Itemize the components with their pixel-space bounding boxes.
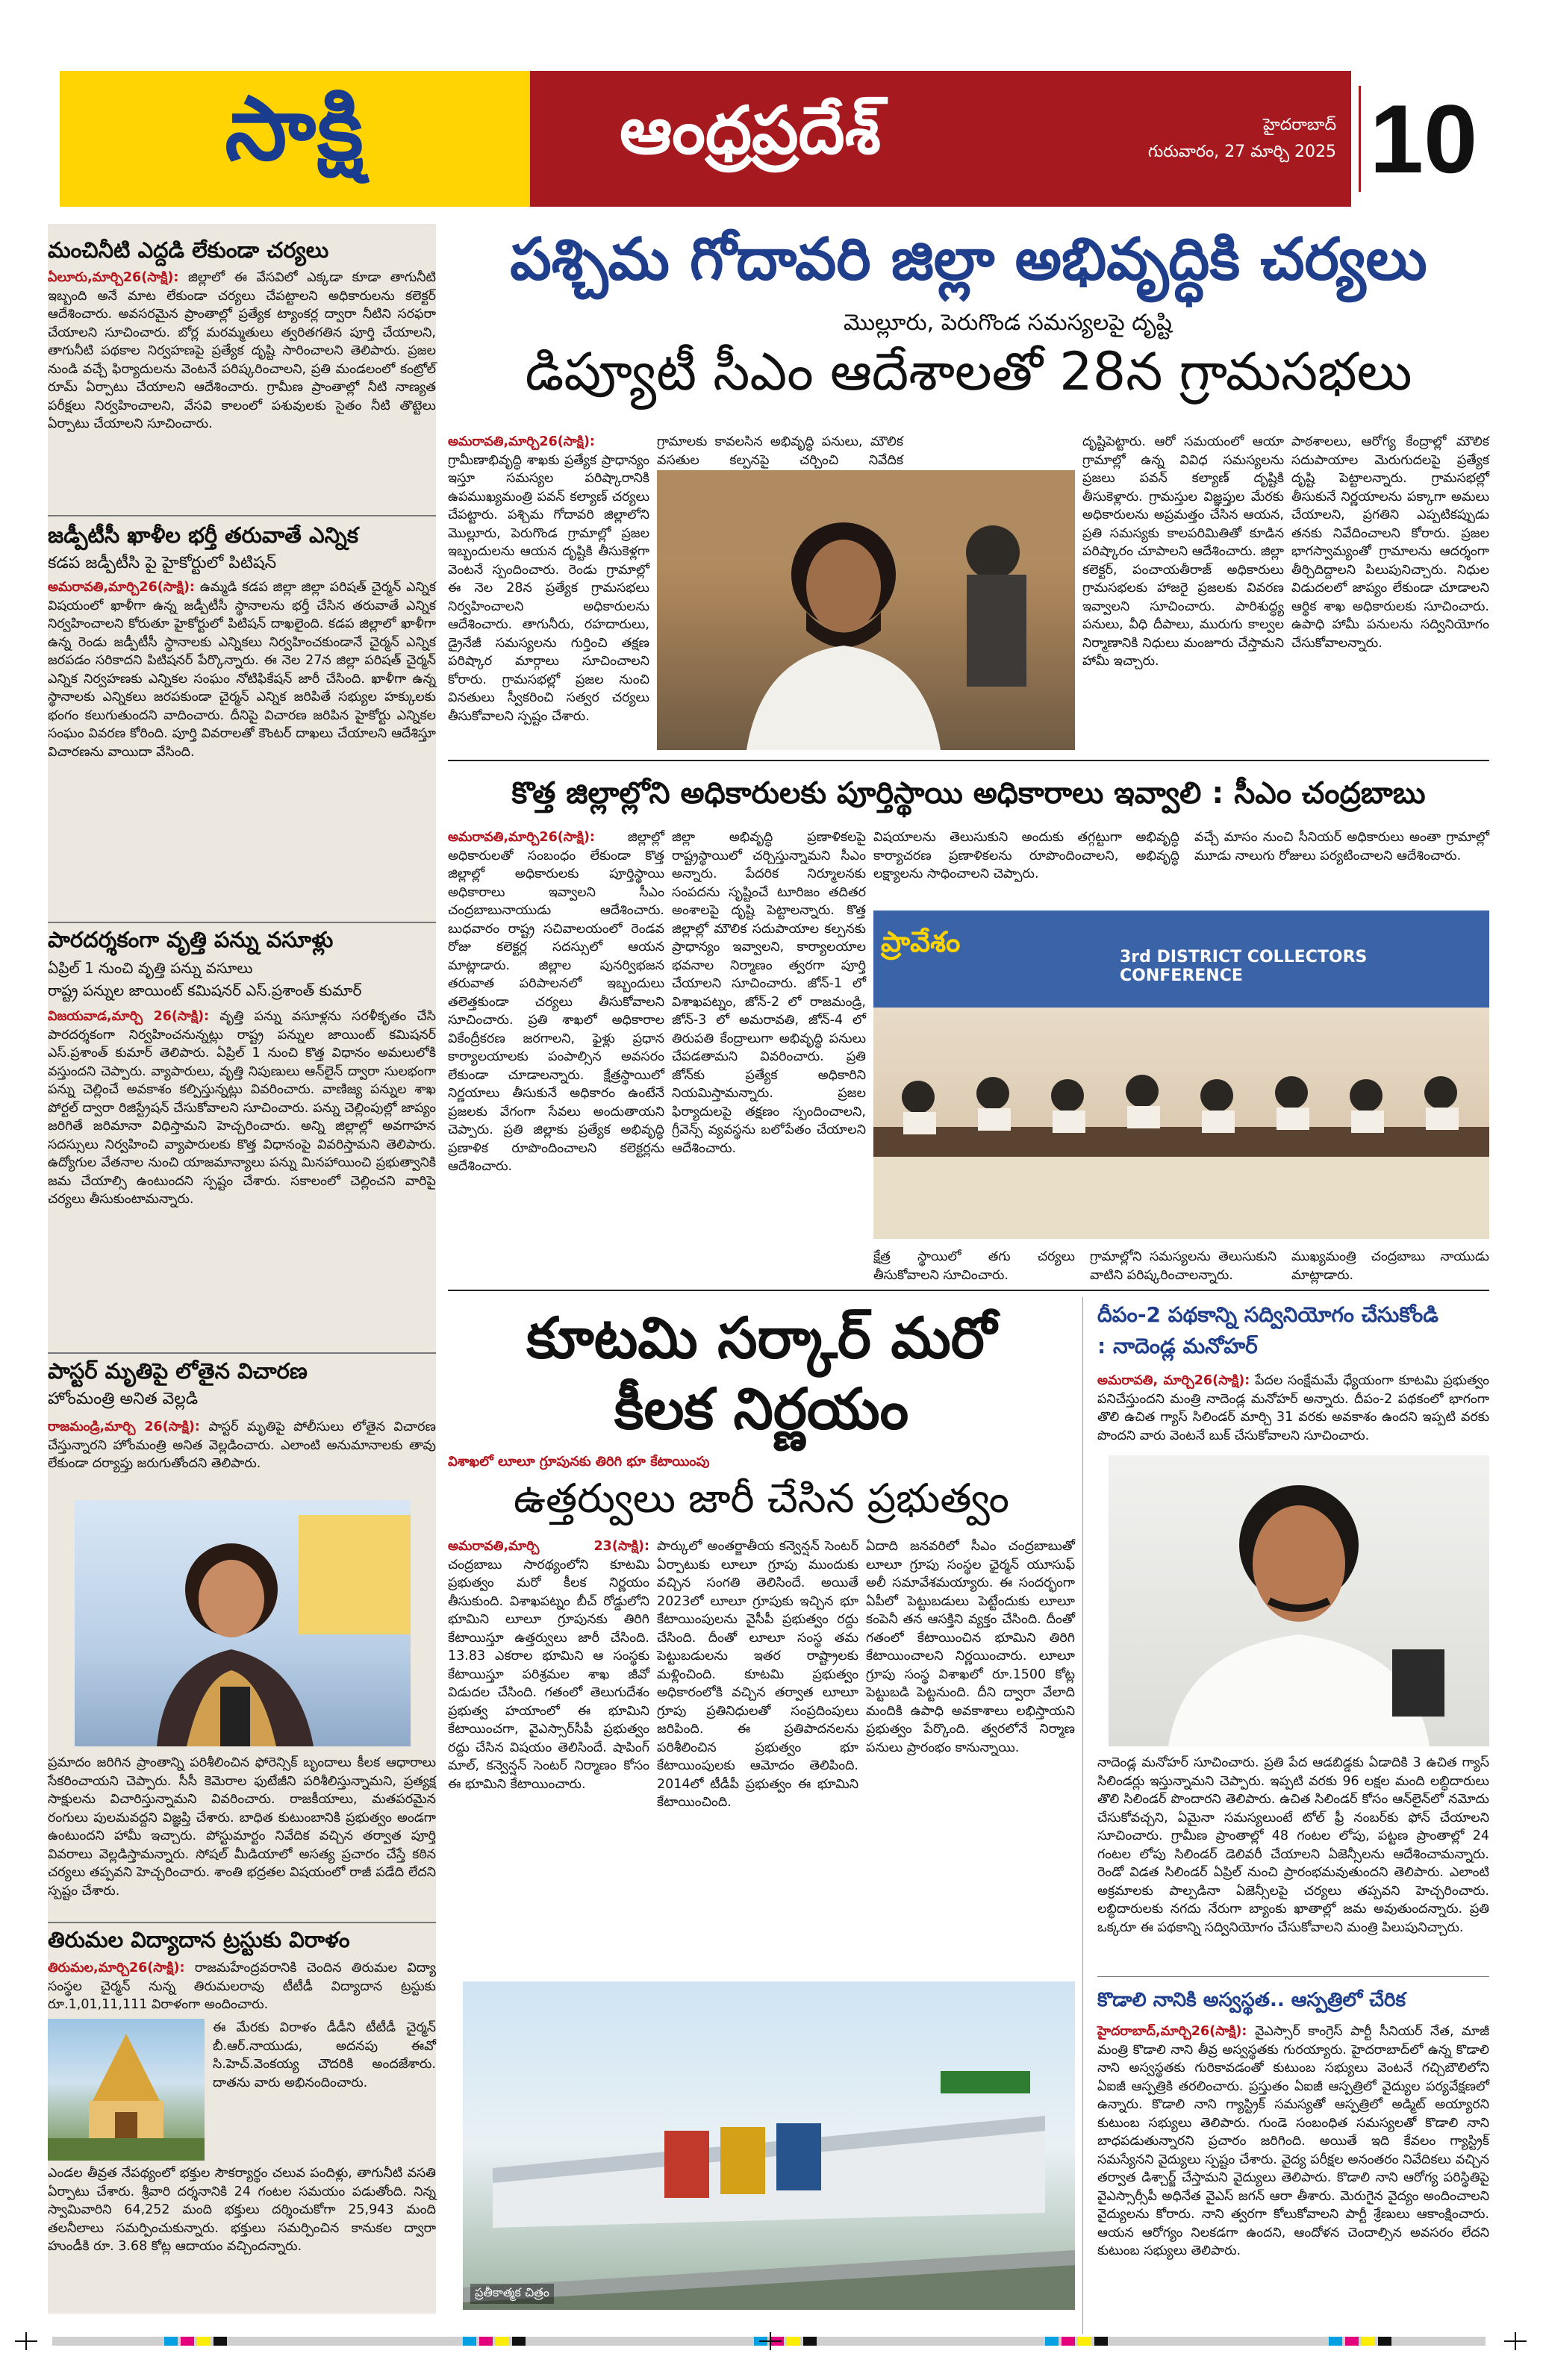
masthead-date: గురువారం, 27 మార్చి 2025 [1147,143,1336,161]
tirumala-temple-photo [48,2019,205,2161]
main3-kicker: విశాఖలో లూలూ గ్రూపునకు తిరిగి భూ కేటాయింపు [448,1454,710,1469]
main2-caption3-text: ముఖ్యమంత్రి చంద్రబాబు నాయుడు మాట్లాడారు. [1291,1249,1489,1283]
sidebar-story4-subhead: హోంమంత్రి అనిత వెల్లడి [48,1390,199,1408]
sidebar-story5-body-top [48,1959,436,2015]
sidebar-story4-text-top: పాస్టర్ మృతిపై పోలీసులు లోతైన విచారణ చేస్తున్నారని హోంమంత్రి అనిత వెల్లడించారు. ఎలాంటి అనుమానాలకు తావు లేకుండా దర్యాప్తు జరుగుతోందని తెలిపారు. [48,1419,436,1471]
main3-col3-text: ఏదాది జనవరిలో సీఎం చంద్రబాబుతో లూలూ గ్రూపు సంస్థల ఛైర్మన్ యూసుఫ్ అలీ సమావేశమయ్యారు. ఈ సందర్భంగా ఏపీలో పెట్టుబడులు పెట్టేందుకు లూలూ కంపెనీ తన ఆసక్తిని వ్యక్తం చేసింది. దీంతో గతంలో కేటాయించిన భూమిని తిరిగి కేటాయించాలని నిర్ణయించారు. లూలూ గ్రూపు సంస్థ విశాఖలో రూ.1500 కోట్ల పెట్టుబడి పెట్టనుంది. దీని ద్వారా వేలాది మందికి ఉపాధి అవకాశాలు లభిస్తాయని ప్రభుత్వం పేర్కొంది. త్వరలోనే నిర్మాణ పనులు ప్రారంభం కానున్నాయి. [866,1539,1075,1755]
sidebar-story3-headline: పారదర్శకంగా వృత్తి పన్ను వసూళ్లు [48,927,334,952]
main2-col2 [672,828,866,1276]
main2-caption2 [1090,1248,1277,1285]
sidebar-story2-text: ఉమ్మడి కడప జిల్లా జిల్లా పరిషత్ చైర్మన్ ఎన్నిక విషయంలో ఖాళీగా ఉన్న జడ్పీటీసీ స్థానాలను భర్తీ చేసిన తరువాతే ఎన్నిక నిర్వహించాలని కోరుతూ హైకోర్టులో పిటిషన్ దాఖలైంది. కడప జిల్లాలో ఖాళీగా ఉన్న రెండు జడ్పీటీసీ స్థానాలకు ఎన్నికలు నిర్వహించకుండానే చైర్మన్ ఎన్నిక జరపడం సరికాదని పిటిషనర్ పేర్కొన్నారు. ఈ నెల 27న జిల్లా పరిషత్ చైర్మన్ ఎన్నిక నిర్వహణకు ఎన్నికల సంఘం నోటిఫికేషన్ జారీ చేసింది. ఖాళీగా ఉన్న స్థానాలకు ఎన్నికలు జరపకుండా చైర్మన్ ఎన్నిక జరిపితే సభ్యుల హక్కులకు భంగం కలుగుతుందని వాదించారు. దీనిపై విచారణ జరిపిన హైకోర్టు ఎన్నికల సంఘం వివరణ కోరింది. పూర్తి వివరాలతో కౌంటర్ దాఖలు చేయాలని ఆదేశిస్తూ విచారణను వాయిదా వేసింది. [48,580,436,760]
right1-headline-line2: : నాదెండ్ల మనోహర్ [1097,1334,1258,1358]
main2-col2-text: జిల్లా అభివృద్ధి ప్రణాళికలపై రాష్ట్రస్థాయిలో చర్చిస్తున్నామని సీఎం అన్నారు. పేదరిక నిర్మూలనకు సంపదను సృష్టించే టూరిజం తదితర అంశాలపై దృష్టి పెట్టాలన్నారు. కొత్త జిల్లాల్లో మౌలిక సదుపాయాల కల్పనకు ప్రాధాన్యం ఇవ్వాలని, కార్యాలయాల భవనాల నిర్మాణం త్వరగా పూర్తి చేయాలని సూచించారు. జోన్-1 లో విశాఖపట్నం, జోన్-2 లో రాజమండ్రి, జోన్-3 లో అమరావతి, జోన్-4 లో తిరుపతి కేంద్రాలుగా అభివృద్ధి పనులు చేపడతామని వివరించారు. ప్రతి జోన్‌కు ప్రత్యేక అధికారిని నియమిస్తామన్నారు. ప్రజల ఫిర్యాదులపై తక్షణం స్పందించాలని, గ్రీవెన్స్ వ్యవస్థను బలోపేతం చేయాలని ఆదేశించారు. [672,830,866,1156]
main3-col2 [657,1537,858,1963]
sidebar-story1-dateline: ఏలూరు,మార్చి26(సాక్షి): [48,270,179,285]
masthead-city: హైదరాబాద్ [1263,116,1336,134]
sidebar-story3-body [48,1008,436,1347]
right2-text: వైఎస్సార్ కాంగ్రెస్ పార్టీ సీనియర్ నేత, మాజీ మంత్రి కొడాలి నాని తీవ్ర అస్వస్థతకు గురయ్యారు. హైదరాబాద్‌లో ఉన్న కొడాలి నాని అస్వస్థతకు గురికావడంతో కుటుంబ సభ్యులు వెంటనే గచ్చిబౌలిలోని ఏఐజీ ఆస్పత్రికి తరలించారు. ప్రస్తుతం ఏఐజీ ఆస్పత్రిలో వైద్యుల పర్యవేక్షణలో ఉన్నారు. కొడాలి నాని గ్యాస్ట్రిక్ సమస్యతో ఆస్పత్రిలో అడ్మిట్ అయ్యారని కుటుంబ సభ్యులు తెలిపారు. గుండె సంబంధిత సమస్యలతో కొడాలి నాని బాధపడుతున్నారని ప్రచారం జరిగింది. అయితే ఇది కేవలం గ్యాస్ట్రిక్ సమస్యేనని వైద్యులు స్పష్టం చేశారు. వైద్య పరీక్షల అనంతరం నివేదికలు వచ్చిన తర్వాత డిశ్చార్జ్ చేస్తామని వైద్యులు తెలిపారు. కొడాలి నాని ఆరోగ్య పరిస్థితిపై వైఎస్సార్సీపీ అధినేత వైఎస్ జగన్ ఆరా తీశారు. మెరుగైన వైద్యం అందించాలని వైద్యులను కోరారు. నాని త్వరగా కోలుకోవాలని పార్టీ శ్రేణులు ఆకాంక్షించారు. ఆయన ఆరోగ్యం నిలకడగా ఉందని, ఆందోళన చెందాల్సిన అవసరం లేదని కుటుంబ సభ్యులు తెలిపారు. [1097,2024,1489,2258]
sidebar-story4-headline: పాస్టర్ మృతిపై లోతైన విచారణ [48,1358,308,1384]
sidebar-story4-text-bottom: ప్రమాదం జరిగిన ప్రాంతాన్ని పరిశీలించిన ఫోరెన్సిక్ బృందాలు కీలక ఆధారాలు సేకరించాయని చెప్పారు. సీసీ కెమెరాల ఫుటేజీని పరిశీలిస్తున్నామని, ప్రత్యక్ష సాక్షులను విచారిస్తున్నామని వివరించారు. రాజకీయాలు, మతపరమైన రంగులు పులమవద్దని విజ్ఞప్తి చేశారు. బాధిత కుటుంబానికి ప్రభుత్వం అండగా ఉంటుందని హామీ ఇచ్చారు. పోస్టుమార్టం నివేదిక వచ్చిన తర్వాత పూర్తి వివరాలు వెల్లడిస్తామన్నారు. సోషల్ మీడియాలో అసత్య ప్రచారం చేస్తే కఠిన చర్యలు తప్పవని హెచ్చరించారు. శాంతి భద్రతల విషయంలో రాజీ పడేది లేదని స్పష్టం చేశారు. [48,1755,436,1899]
main1-subheadline: డిప్యూటీ సీఎం ఆదేశాలతో 28న గ్రామసభలు [525,341,1412,402]
right2-body [1097,2023,1489,2317]
right1-text-bottom: నాదెండ్ల మనోహర్ సూచించారు. ప్రతి పేద ఆడబిడ్డకు ఏడాదికి 3 ఉచిత గ్యాస్ సిలిండర్లు ఇస్తున్నామని చెప్పారు. ఇప్పటి వరకు 96 లక్షల మంది లబ్ధిదారులు తొలి సిలిండర్ పొందారని తెలిపారు. ఉచిత సిలిండర్ కోసం ఆన్‌లైన్‌లో నమోదు చేసుకోవచ్చని, ఏమైనా సమస్యలుంటే టోల్ ఫ్రీ నంబర్‌కు ఫోన్ చేయాలని సూచించారు. గ్రామీణ ప్రాంతాల్లో 48 గంటల లోపు, పట్టణ ప్రాంతాల్లో 24 గంటల లోపు సిలిండర్ డెలివరీ చేయాలని ఏజెన్సీలను ఆదేశించామన్నారు. రెండో విడత సిలిండర్ ఏప్రిల్ నుంచి ప్రారంభమవుతుందని తెలిపారు. ఎలాంటి అక్రమాలకు పాల్పడినా ఏజెన్సీలపై చర్యలు తప్పవని హెచ్చరించారు. లబ్ధిదారులకు నగదు నేరుగా బ్యాంకు ఖాతాల్లో జమ అవుతుందన్నారు. ప్రతి ఒక్కరూ ఈ పథకాన్ని సద్వినియోగం చేసుకోవాలని మంత్రి పిలుపునిచ్చారు. [1097,1755,1489,1935]
print-register-bar [0,2332,1543,2350]
main1-headline: పశ్చిమ గోదావరి జిల్లా అభివృద్ధికి చర్యలు [510,226,1427,293]
sidebar-divider [48,515,436,516]
main3-col2-text: పార్కులో అంతర్జాతీయ కన్వెన్షన్ సెంటర్ ఏర్పాటుకు లూలూ గ్రూపు ముందుకు వచ్చిన సంగతి తెలిసిందే. అయితే 2023లో లూలూ గ్రూపుకు ఇచ్చిన భూ కేటాయింపులను వైసీపీ ప్రభుత్వం రద్దు చేసింది. దీంతో లూలూ సంస్థ తమ పెట్టుబడులను ఇతర రాష్ట్రాలకు మళ్లించింది. కూటమి ప్రభుత్వం అధికారంలోకి వచ్చిన తర్వాత లూలూ గ్రూపు ప్రతినిధులతో సంప్రదింపులు జరిపింది. ఈ ప్రతిపాదనలను పరిశీలించిన ప్రభుత్వం భూ కేటాయింపులకు ఆమోదం తెలిపింది. 2014లో టీడీపీ ప్రభుత్వం ఈ భూమిని కేటాయించింది. [657,1539,858,1810]
main3-col1 [448,1537,649,1963]
collectors-conference-photo [873,911,1489,1239]
main2-col4-top [1194,828,1489,903]
main2-col1 [448,828,664,1276]
person-illustration-icon [75,1500,411,1746]
page-number: 10 [1369,84,1478,193]
sidebar-story1-body [48,269,436,511]
conference-banner-title: 3rd DISTRICT COLLECTORS CONFERENCE [1120,948,1368,985]
mall-building-icon [463,1981,1075,2310]
person-illustration-icon [1109,1455,1489,1746]
pawan-kalyan-photo [657,470,1075,750]
right1-body-bottom [1097,1754,1489,1970]
main3-col3 [866,1537,1075,1963]
right2-headline: కొడాలి నానికి అస్వస్థత.. ఆస్పత్రిలో చేరిక [1097,1989,1406,2011]
sidebar-story1-text: జిల్లాలో ఈ వేసవిలో ఎక్కడా కూడా తాగునీటి ఇబ్బంది అనే మాట లేకుండా చర్యలు చేపట్టాలని అధికారులను కలెక్టర్ ఆదేశించారు. అవసరమైన ప్రాంతాల్లో ప్రత్యేక ట్యాంకర్ల ద్వారా నీటిని సరఫరా చేయాలని సూచించారు. బోర్ల మరమ్మతులు త్వరితగతిన పూర్తి చేయాలని, తాగునీటి పథకాల నిర్వహణపై ప్రత్యేక దృష్టి సారించాలని తెలిపారు. ప్రజల నుండి వచ్చే ఫిర్యాదులను వెంటనే పరిష్కరించాలని, ప్రతి మండలంలో కంట్రోల్ రూమ్ ఏర్పాటు చేయాలని ఆదేశించారు. గ్రామీణ ప్రాంతాల్లో నీటి నాణ్యత పరీక్షలు నిర్వహించాలని, వేసవి కాలంలో పశువులకు సైతం నీటి తొట్టెలు ఏర్పాటు చేయాలని సూచించారు. [48,270,436,431]
main1-col4-text: పాఠశాలలు, ఆరోగ్య కేంద్రాల్లో మౌలిక సదుపాయాల మెరుగుదలపై ప్రత్యేక దృష్టి పెట్టాలన్నారు. గ్రామసభల్లో తీసుకునే నిర్ణయాలను పక్కాగా అమలు చేయాలని, ప్రగతిని ఎప్పటికప్పుడు తనకు నివేదించాలని కోరారు. ప్రజల భాగస్వామ్యంతో గ్రామాలను ఆదర్శంగా తీర్చిదిద్దాలని పిలుపునిచ్చారు. నిధుల విడుదలలో జాప్యం లేకుండా చూడాలని ఆర్థిక శాఖ అధికారులకు సూచించారు. ఉపాధి హామీ పనులను సద్వినియోగం చేసుకోవాలన్నారు. [1291,434,1489,651]
main3-headline-line1: కూటమి సర్కార్ మరో [526,1305,997,1371]
main2-caption3 [1291,1248,1489,1285]
sidebar-story2-dateline: అమరావతి,మార్చి26(సాక్షి): [48,580,195,595]
main1-col2-text: గ్రామాలకు కావలసిన అభివృద్ధి పనులు, మౌలిక వసతుల కల్పనపై చర్చించి నివేదిక [657,434,903,468]
main1-col1-text: గ్రామీణాభివృద్ధి శాఖకు ప్రత్యేక ప్రాధాన్యం ఇస్తూ సమస్యల పరిష్కారానికి ఉపముఖ్యమంత్రి పవన్ కల్యాణ్ చర్యలు చేపట్టారు. పశ్చిమ గోదావరి జిల్లాలోని మొల్లూరు, పెరుగొండ గ్రామాల్లో ప్రజల ఇబ్బందులను ఆయన దృష్టికి తీసుకెళ్లగా వెంటనే స్పందించారు. రెండు గ్రామాల్లో ఈ నెల 28న ప్రత్యేక గ్రామసభలు నిర్వహించాలని అధికారులను ఆదేశించారు. తాగునీరు, రహదారులు, డ్రైనేజీ సమస్యలను గుర్తించి తక్షణ పరిష్కార మార్గాలు సూచించాలని కోరారు. గ్రామసభల్లో ప్రజల నుంచి వినతులు స్వీకరించి సత్వర చర్యలు తీసుకోవాలని స్పష్టం చేశారు. [448,452,649,724]
lulu-photo-caption: ప్రతీకాత్మక చిత్రం [470,2284,554,2304]
masthead-section-panel [530,71,1351,207]
sidebar-story5-dateline: తిరుమల,మార్చి26(సాక్షి): [48,1961,185,1975]
sidebar-divider [48,1352,436,1354]
right1-body-top [1097,1372,1489,1446]
sidebar-story2-body [48,578,436,918]
main2-dateline: అమరావతి,మార్చి26(సాక్షి): [448,830,595,845]
main2-headline: కొత్త జిల్లాల్లోని అధికారులకు పూర్తిస్థాయి అధికారాలు ఇవ్వాలి : సీఎం చంద్రబాబు [511,776,1426,810]
masthead-logo-panel [60,71,530,207]
sidebar-story3-subhead1: ఏప్రిల్ 1 నుంచి వృత్తి పన్ను వసూలు [48,959,253,977]
sidebar-story4-body-top [48,1418,436,1493]
main1-col2 [657,433,903,470]
sidebar-story5-body-side [213,2019,436,2161]
page-number-divider [1359,86,1361,192]
main2-col4-text: వచ్చే మాసం నుంచి సీనియర్ అధికారులు అంతా గ్రామాల్లో మూడు నాలుగు రోజులు పర్యటించాలని ఆదేశించారు. [1194,830,1489,863]
sidebar-story3-subhead2: రాష్ట్ర పన్నుల జాయింట్ కమిషనర్ ఎస్.ప్రశాంత్ కుమార్ [48,981,362,999]
sidebar-story2-headline: జడ్పీటీసీ ఖాళీల భర్తీ తరువాతే ఎన్నిక [48,522,358,548]
main1-col1 [448,433,649,746]
right1-headline-line1: దీపం-2 పథకాన్ని సద్వినియోగం చేసుకోండి [1097,1302,1438,1327]
main2-caption2-text: గ్రామాల్లోని సమస్యలను తెలుసుకుని వాటిని పరిష్కరించాలన్నారు. [1090,1249,1277,1283]
paper-name-logo: సాక్షి [225,76,365,180]
sidebar-divider [48,1922,436,1923]
main2-caption1 [873,1248,1075,1285]
right2-dateline: హైదరాబాద్,మార్చి26(సాక్షి): [1097,2024,1247,2039]
main2-col3-text: విషయాలను తెలుసుకుని అందుకు తగ్గట్టుగా అభివృద్ధి కార్యాచరణ ప్రణాళికలను రూపొందించాలని, అభివృద్ధి లక్ష్యాలను సాధించాలని చెప్పారు. [873,830,1179,881]
main3-col1-text: చంద్రబాబు సారథ్యంలోని కూటమి ప్రభుత్వం మరో కీలక నిర్ణయం తీసుకుంది. విశాఖపట్నం బీచ్ రోడ్డులోని భూమిని లూలూ గ్రూపునకు తిరిగి కేటాయిస్తూ ఉత్తర్వులు జారీ చేసింది. 13.83 ఎకరాల భూమిని ఆ సంస్థకు కేటాయిస్తూ పరిశ్రమల శాఖ జీవో విడుదల చేసింది. గతంలో తెలుగుదేశం ప్రభుత్వ హయాంలో ఈ భూమిని కేటాయించగా, వైఎస్సార్‌సీపీ ప్రభుత్వం రద్దు చేసిన విషయం తెలిసిందే. షాపింగ్ మాల్, కన్వెన్షన్ సెంటర్ నిర్మాణం కోసం ఈ భూమిని కేటాయించారు. [448,1557,649,1792]
sidebar-story5-headline: తిరుమల విద్యాదాన ట్రస్టుకు విరాళం [48,1927,350,1952]
main1-col4 [1291,433,1489,746]
anitha-photo [75,1500,411,1746]
main2-caption1-text: క్షేత్ర స్థాయిలో తగు చర్యలు తీసుకోవాలని సూచించారు. [873,1249,1075,1283]
main3-subheadline: ఉత్తర్వులు జారీ చేసిన ప్రభుత్వం [513,1475,1010,1522]
main3-dateline: అమరావతి,మార్చి 23(సాక్షి): [448,1539,649,1554]
sidebar-story1-headline: మంచినీటి ఎద్దడి లేకుండా చర్యలు [48,237,329,263]
sidebar-story3-text: వృత్తి పన్ను వసూళ్లను సరళీకృతం చేసి పారదర్శకంగా నిర్వహించనున్నట్లు రాష్ట్ర పన్నుల జాయింట్ కమిషనర్ ఎస్.ప్రశాంత్ కుమార్ తెలిపారు. ఏప్రిల్ 1 నుంచి కొత్త విధానం అమలులోకి వస్తుందని చెప్పారు. వ్యాపారులు, వృత్తి నిపుణులు ఆన్‌లైన్ ద్వారా సులభంగా పన్ను చెల్లించే అవకాశం కల్పిస్తున్నట్లు వివరించారు. వాణిజ్య పన్నుల శాఖ పోర్టల్ ద్వారా రిజిస్ట్రేషన్ చేసుకోవాలని సూచించారు. పన్ను చెల్లింపుల్లో జాప్యం జరిగితే జరిమానా విధిస్తామని హెచ్చరించారు. అన్ని జిల్లాల్లో అవగాహన సదస్సులు నిర్వహించి వ్యాపారులకు కొత్త విధానంపై వివరిస్తామని తెలిపారు. ఉద్యోగుల వేతనాల నుంచి యాజమాన్యాలు పన్ను మినహాయించి ప్రభుత్వానికి జమ చేయాల్సి ఉంటుందని స్పష్టం చేశారు. సకాలంలో చెల్లించని వారిపై చర్యలు తీసుకుంటామన్నారు. [48,1009,436,1207]
section-divider [448,1290,1489,1291]
section-title: ఆంధ్రప్రదేశ్ [620,91,882,169]
right1-text-top: పేదల సంక్షేమమే ధ్యేయంగా కూటమి ప్రభుత్వం పనిచేస్తుందని మంత్రి నాదెండ్ల మనోహర్ అన్నారు. దీపం-2 పథకంలో భాగంగా తొలి ఉచిత గ్యాస్ సిలిండర్ మార్చి 31 వరకు అవకాశం ఉందని ఇప్పటి వరకు పొందని వారు వెంటనే బుక్ చేసుకోవాలని సూచించారు. [1097,1373,1489,1443]
sidebar-story4-dateline: రాజమండ్రి,మార్చి 26(సాక్షి): [48,1419,200,1434]
section-divider [1097,1976,1489,1977]
sidebar-divider [48,922,436,923]
main1-kicker: మొల్లూరు, పెరుగొండ సమస్యలపై దృష్టి [844,310,1172,336]
sidebar-story5-text-bottom: ఎండల తీవ్రత నేపథ్యంలో భక్తుల సౌకర్యార్థం చలువ పందిళ్లు, తాగునీటి వసతి ఏర్పాటు చేశారు. శ్రీవారి దర్శనానికి 24 గంటల సమయం పడుతోంది. నిన్న స్వామివారిని 64,252 మంది భక్తులు దర్శించుకోగా 25,943 మంది తలనీలాలు సమర్పించుకున్నారు. భక్తులు సమర్పించిన కానుకల ద్వారా హుండీకి రూ. 3.68 కోట్ల ఆదాయం వచ్చిందన్నారు. [48,2166,436,2254]
lulu-mall-photo [463,1981,1075,2310]
main1-col3-text: దృష్టిపెట్టారు. ఆరో సమయంలో ఆయా గ్రామాల్లో ఉన్న వివిధ సమస్యలను ప్రజలు పవన్ కల్యాణ్ దృష్టికి తీసుకెళ్లారు. గ్రామస్తుల విజ్ఞప్తుల మేరకు అధికారులను అప్రమత్తం చేసిన ఆయన, ప్రతి సమస్యకు కాలపరిమితితో కూడిన పరిష్కారం చూపాలని ఆదేశించారు. జిల్లా కలెక్టర్, పంచాయతీరాజ్ అధికారులు గ్రామసభలకు హాజరై ప్రజలకు వివరణ ఇవ్వాలని సూచించారు. పారిశుద్ధ్య పనులు, వీధి దీపాలు, మురుగు కాల్వల నిర్మాణానికి నిధులు మంజూరు చేస్తామని హామీ ఇచ్చారు. [1082,434,1284,669]
main2-col1-text: జిల్లాల్లో అధికారులతో సంబంధం లేకుండా కొత్త జిల్లాల్లో అధికారులకు పూర్తిస్థాయి అధికారాలు ఇవ్వాలని సీఎం చంద్రబాబునాయుడు ఆదేశించారు. బుధవారం రాష్ట్ర సచివాలయంలో రెండవ రోజు కలెక్టర్ల సదస్సులో ఆయన మాట్లాడారు. జిల్లాల పునర్విభజన తరువాత పరిపాలనలో ఇబ్బందులు తలెత్తకుండా చర్యలు తీసుకోవాలని సూచించారు. ప్రతి శాఖలో అధికారాల వికేంద్రీకరణ జరగాలని, ఫైళ్లు ప్రధాన కార్యాలయాలకు పంపాల్సిన అవసరం లేకుండా చూడాలన్నారు. క్షేత్రస్థాయిలో నిర్ణయాలు తీసుకునే అధికారం ఉంటేనే ప్రజలకు వేగంగా సేవలు అందుతాయని చెప్పారు. ప్రతి జిల్లాకు ప్రత్యేక అభివృద్ధి ప్రణాళిక రూపొందించాలని కలెక్టర్లను ఆదేశించారు. [448,830,664,1174]
nadendla-manohar-photo [1109,1455,1489,1746]
page-number-box [1351,71,1486,207]
main2-col3-top [873,828,1179,903]
person-illustration-icon [657,470,1075,750]
sidebar-story3-dateline: విజయవాడ,మార్చి 26(సాక్షి): [48,1009,210,1024]
column-divider [1082,1297,1083,2334]
sidebar-story4-body-bottom [48,1754,436,1918]
conference-table-icon [873,1008,1489,1239]
section-divider [448,760,1489,761]
sidebar-story5-text-side: ఈ మేరకు విరాళం డీడీని టీటీడీ చైర్మన్ బీ.ఆర్.నాయుడు, అదనపు ఈవో సి.హెచ్.వెంకయ్య చౌదరికి అందజేశారు. దాతను వారు అభినందించారు. [213,2020,436,2090]
sidebar-story5-body-bottom [48,2164,436,2314]
sidebar-story2-subhead: కడప జడ్పీటీసి పై హైకోర్టులో పిటిషన్ [48,554,277,572]
main1-col3 [1082,433,1284,746]
conference-banner-text: ప్రావేశం [881,925,961,958]
temple-icon [48,2019,205,2161]
main1-dateline: అమరావతి,మార్చి26(సాక్షి): [448,434,595,449]
right1-dateline: అమరావతి, మార్చి26(సాక్షి): [1097,1373,1250,1388]
sidebar-story5-text-top: రాజమహేంద్రవరానికి చెందిన తిరుమల విద్యా సంస్థల చైర్మన్ నున్న తిరుమలరావు టీటీడీ విద్యాదాన ట్రస్టుకు రూ.1,01,11,111 విరాళంగా అందించారు. [48,1961,436,2012]
main3-headline-line2: కీలక నిర్ణయం [614,1375,909,1442]
color-registration-icon [0,2332,1543,2350]
